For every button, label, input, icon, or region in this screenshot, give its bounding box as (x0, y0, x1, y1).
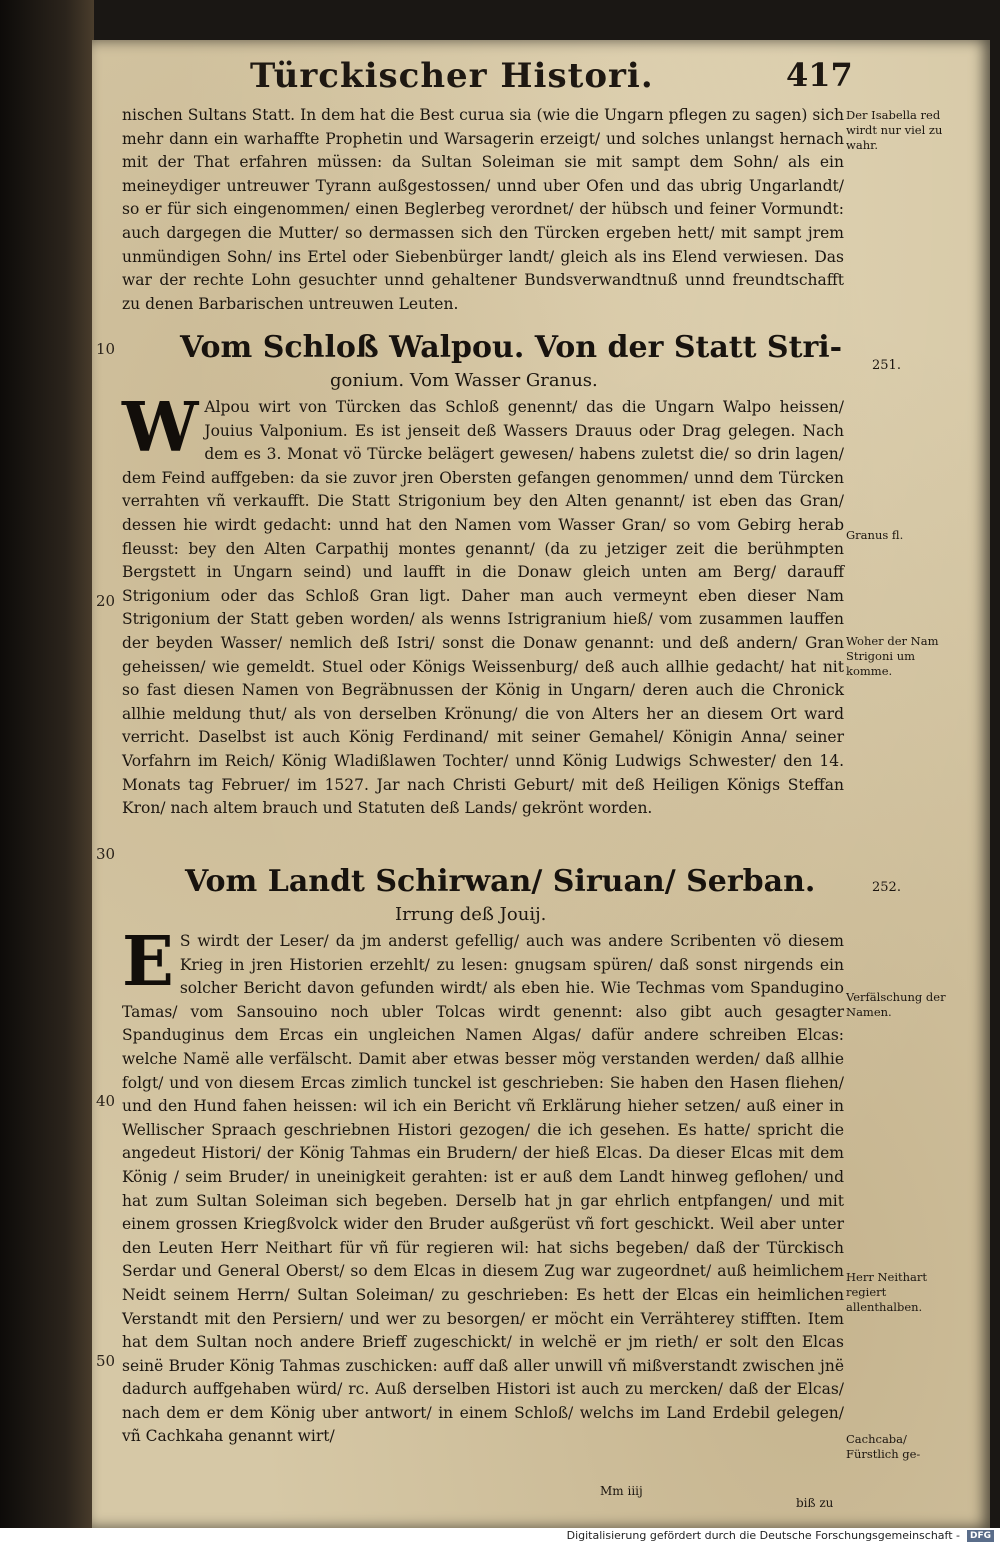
line-number-40: 40 (96, 1092, 116, 1110)
margin-note: Verfälschung der Namen. (846, 990, 946, 1019)
section3-subheading: Irrung deß Jouij. (395, 904, 547, 925)
margin-note: Cachcaba/ Fürstlich ge- (846, 1432, 921, 1461)
line-number-50: 50 (96, 1352, 116, 1370)
section3-paragraph: S wirdt der Leser/ da jm anderst gefellig/ auch was andere Scribenten vö diesem Krieg in jren Historien erzehlt/ zu lesen: gnugsam spüren/ daß sonst nirgends ein solcher Bericht davon gefunden wirdt/ als eben hie. Wie Techmas vom Spandugino Tamas/ vom Sansouino noch ubler Tolcas wirdt genennt: also gibt auch gesagter Spanduginus dem Ercas ein ungleichen Namen Algas/ dafür andere schreiben Elcas: welche Namë alle verfälscht. Damit aber etwas besser mög verstanden werden/ daß allhie folgt/ und von diesem Ercas zimlich tunckel ist geschrieben: Sie haben den Hasen fliehen/ und den Hund fahen heissen: wil ich ein Bericht vñ Erklärung hieher setzen/ auß einer in Wellischer Spraach geschriebnen Histori gezogen/ die ich gesehen. Es hatte/ spricht die angedeut Histori/ der König Tahmas ein Brudern/ der hieß Elcas. Da dieser Elcas mit dem König / seim Bruder/ in uneinigkeit gerahten: ist er auß dem Landt hinweg geflohen/ und hat zum Sultan Soleiman sich begeben. Derselb hat jn gar ehrlich entpfangen/ und mit einem grossen Kriegßvolck wider den Bruder außgerüst vñ fort geschickt. Weil aber unter den Leuten Herr Neithart für vñ für regieren wil: hat sichs begeben/ daß der Türckisch Serdar und General Oberst/ so dem Elcas in diesem Zug war zugeordnet/ auß heimlichem Neidt seinem Herrn/ Sultan Soleiman/ zu geschrieben: Es hett der Elcas ein heimlichen Verstandt mit den Persiern/ und wer zu besorgen/ er möcht ein Verrähterey stifften. Item hat dem Sultan noch andere Brieff zugeschickt/ in welchë er jm rieth/ er solt den Elcas seinë Bruder König Tahmas zuschicken: auff daß aller unwill vñ mißverstandt zwischen jnë dadurch auffgehaben würd/ rc. Auß derselben Histori ist auch zu mercken/ daß der Elcas/ nach dem er dem König uber antwort/ in einem Schloß/ welchs im Land Erdebil gelegen/ vñ Cachkaha genannt wirt/ (122, 932, 844, 1446)
line-number-10: 10 (96, 340, 116, 358)
dfg-logo: DFG (967, 1530, 994, 1542)
digitization-credit: Digitalisierung gefördert durch die Deutsche Forschungsgemeinschaft - (566, 1529, 960, 1542)
section2-text (122, 388, 844, 866)
section-number-252: 252. (872, 880, 901, 895)
signature-mark: Mm iiij (600, 1484, 643, 1498)
catchword: biß zu (796, 1496, 834, 1510)
book-gutter (0, 0, 94, 1544)
drop-cap-e: E (122, 922, 174, 1002)
page-number: 417 (786, 56, 853, 94)
section2-subheading: gonium. Vom Wasser Granus. (330, 370, 598, 391)
section3-heading: Vom Landt Schirwan/ Siruan/ Serban. (185, 864, 816, 899)
section1-paragraph: nischen Sultans Statt. In dem hat die Best curua sia (wie die Ungarn pflegen zu sagen) sich mehr dann ein warhaffte Prophetin und Warsagerin erzeigt/ und solches unlangst hernach mit der That erfahren müssen: da Sultan Soleiman sie mit sampt dem Sohn/ als ein meineydiger untreuwer Tyrann außgestossen/ unnd uber Ofen und das ubrig Ungarlandt/ so er für sich eingenommen/ einen Beglerbeg verordnet/ der hübsch und feiner Vormundt: auch dargegen die Mutter/ so dermassen sich den Türcken ergeben hett/ mit sampt jrem unmündigen Sohn/ ins Ertel oder Siebenbürger landt/ gleich als ins Elend verwiesen. Das war der rechte Lohn gesuchter unnd gehaltener Bundsverwandtnuß unnd freundtschafft zu denen Barbarischen untreuwen Leuten. (122, 106, 844, 313)
margin-note: Woher der Nam Strigoni um komme. (846, 634, 939, 678)
line-number-20: 20 (96, 592, 116, 610)
drop-cap-w: W (122, 388, 199, 468)
running-header-title: Türckischer Histori. (250, 56, 654, 96)
section1-text (122, 104, 844, 340)
section2-paragraph: Alpou wirt von Türcken das Schloß genennt/ das die Ungarn Walpo heissen/ Jouius Valponium. Es ist jenseit deß Wassers Drauus oder Drag gelegen. Nach dem es 3. Monat vö Türcke belägert gewesen/ habens zuletst die/ so drin lagen/ dem Feind auffgeben: da sie zuvor jren Obersten gefangen genommen/ unnd dem Türcken verrahten vñ verkaufft. Die Statt Strigonium bey den Alten genannt/ ist eben das Gran/ dessen hie wirdt gedacht: unnd hat den Namen vom Wasser Gran/ so vom Gebirg herab fleusst: bey den Alten Carpathij montes genannt/ (da zu jetziger zeit die berühmpten Bergstett in Ungarn seind) und laufft in die Donaw gleich unten am Berg/ darauff Strigonium oder das Schloß Gran ligt. Daher man auch vermeynt eben dieser Nam Strigonium der Statt geben worden/ als wenns Istrigranium hieß/ vom zusammen lauffen der beyden Wasser/ nemlich deß Istri/ sonst die Donaw genannt: und deß andern/ Gran geheissen/ wie gemeldt. Stuel oder Königs Weissenburg/ deß auch allhie gedacht/ hat nit so fast diesen Namen von Begräbnussen der König in Ungarn/ deren auch die Chronick allhie meldung thut/ als von derselben Krönung/ die von Alters her an diesem Ort ward verricht. Daselbst ist auch König Ferdinand/ mit seiner Gemahel/ Königin Anna/ seiner Vorfahrn im Reich/ König Wladißlawen Tochter/ unnd König Ludwigs Schwester/ den 14. Monats tag Februer/ im 1527. Jar nach Christi Geburt/ mit deß Heiligen Königs Steffan Kron/ nach altem brauch und Statuten deß Lands/ gekrönt worden. (122, 398, 844, 818)
margin-note: Granus fl. (846, 528, 904, 542)
section-number-251: 251. (872, 358, 901, 373)
line-number-30: 30 (96, 845, 116, 863)
margin-note: Herr Neithart regiert allenthalben. (846, 1270, 928, 1314)
section3-text (122, 922, 844, 1478)
section2-heading: Vom Schloß Walpou. Von der Statt Stri- (180, 330, 843, 365)
margin-note: Der Isabella red wirdt nur viel zu wahr. (846, 108, 943, 152)
